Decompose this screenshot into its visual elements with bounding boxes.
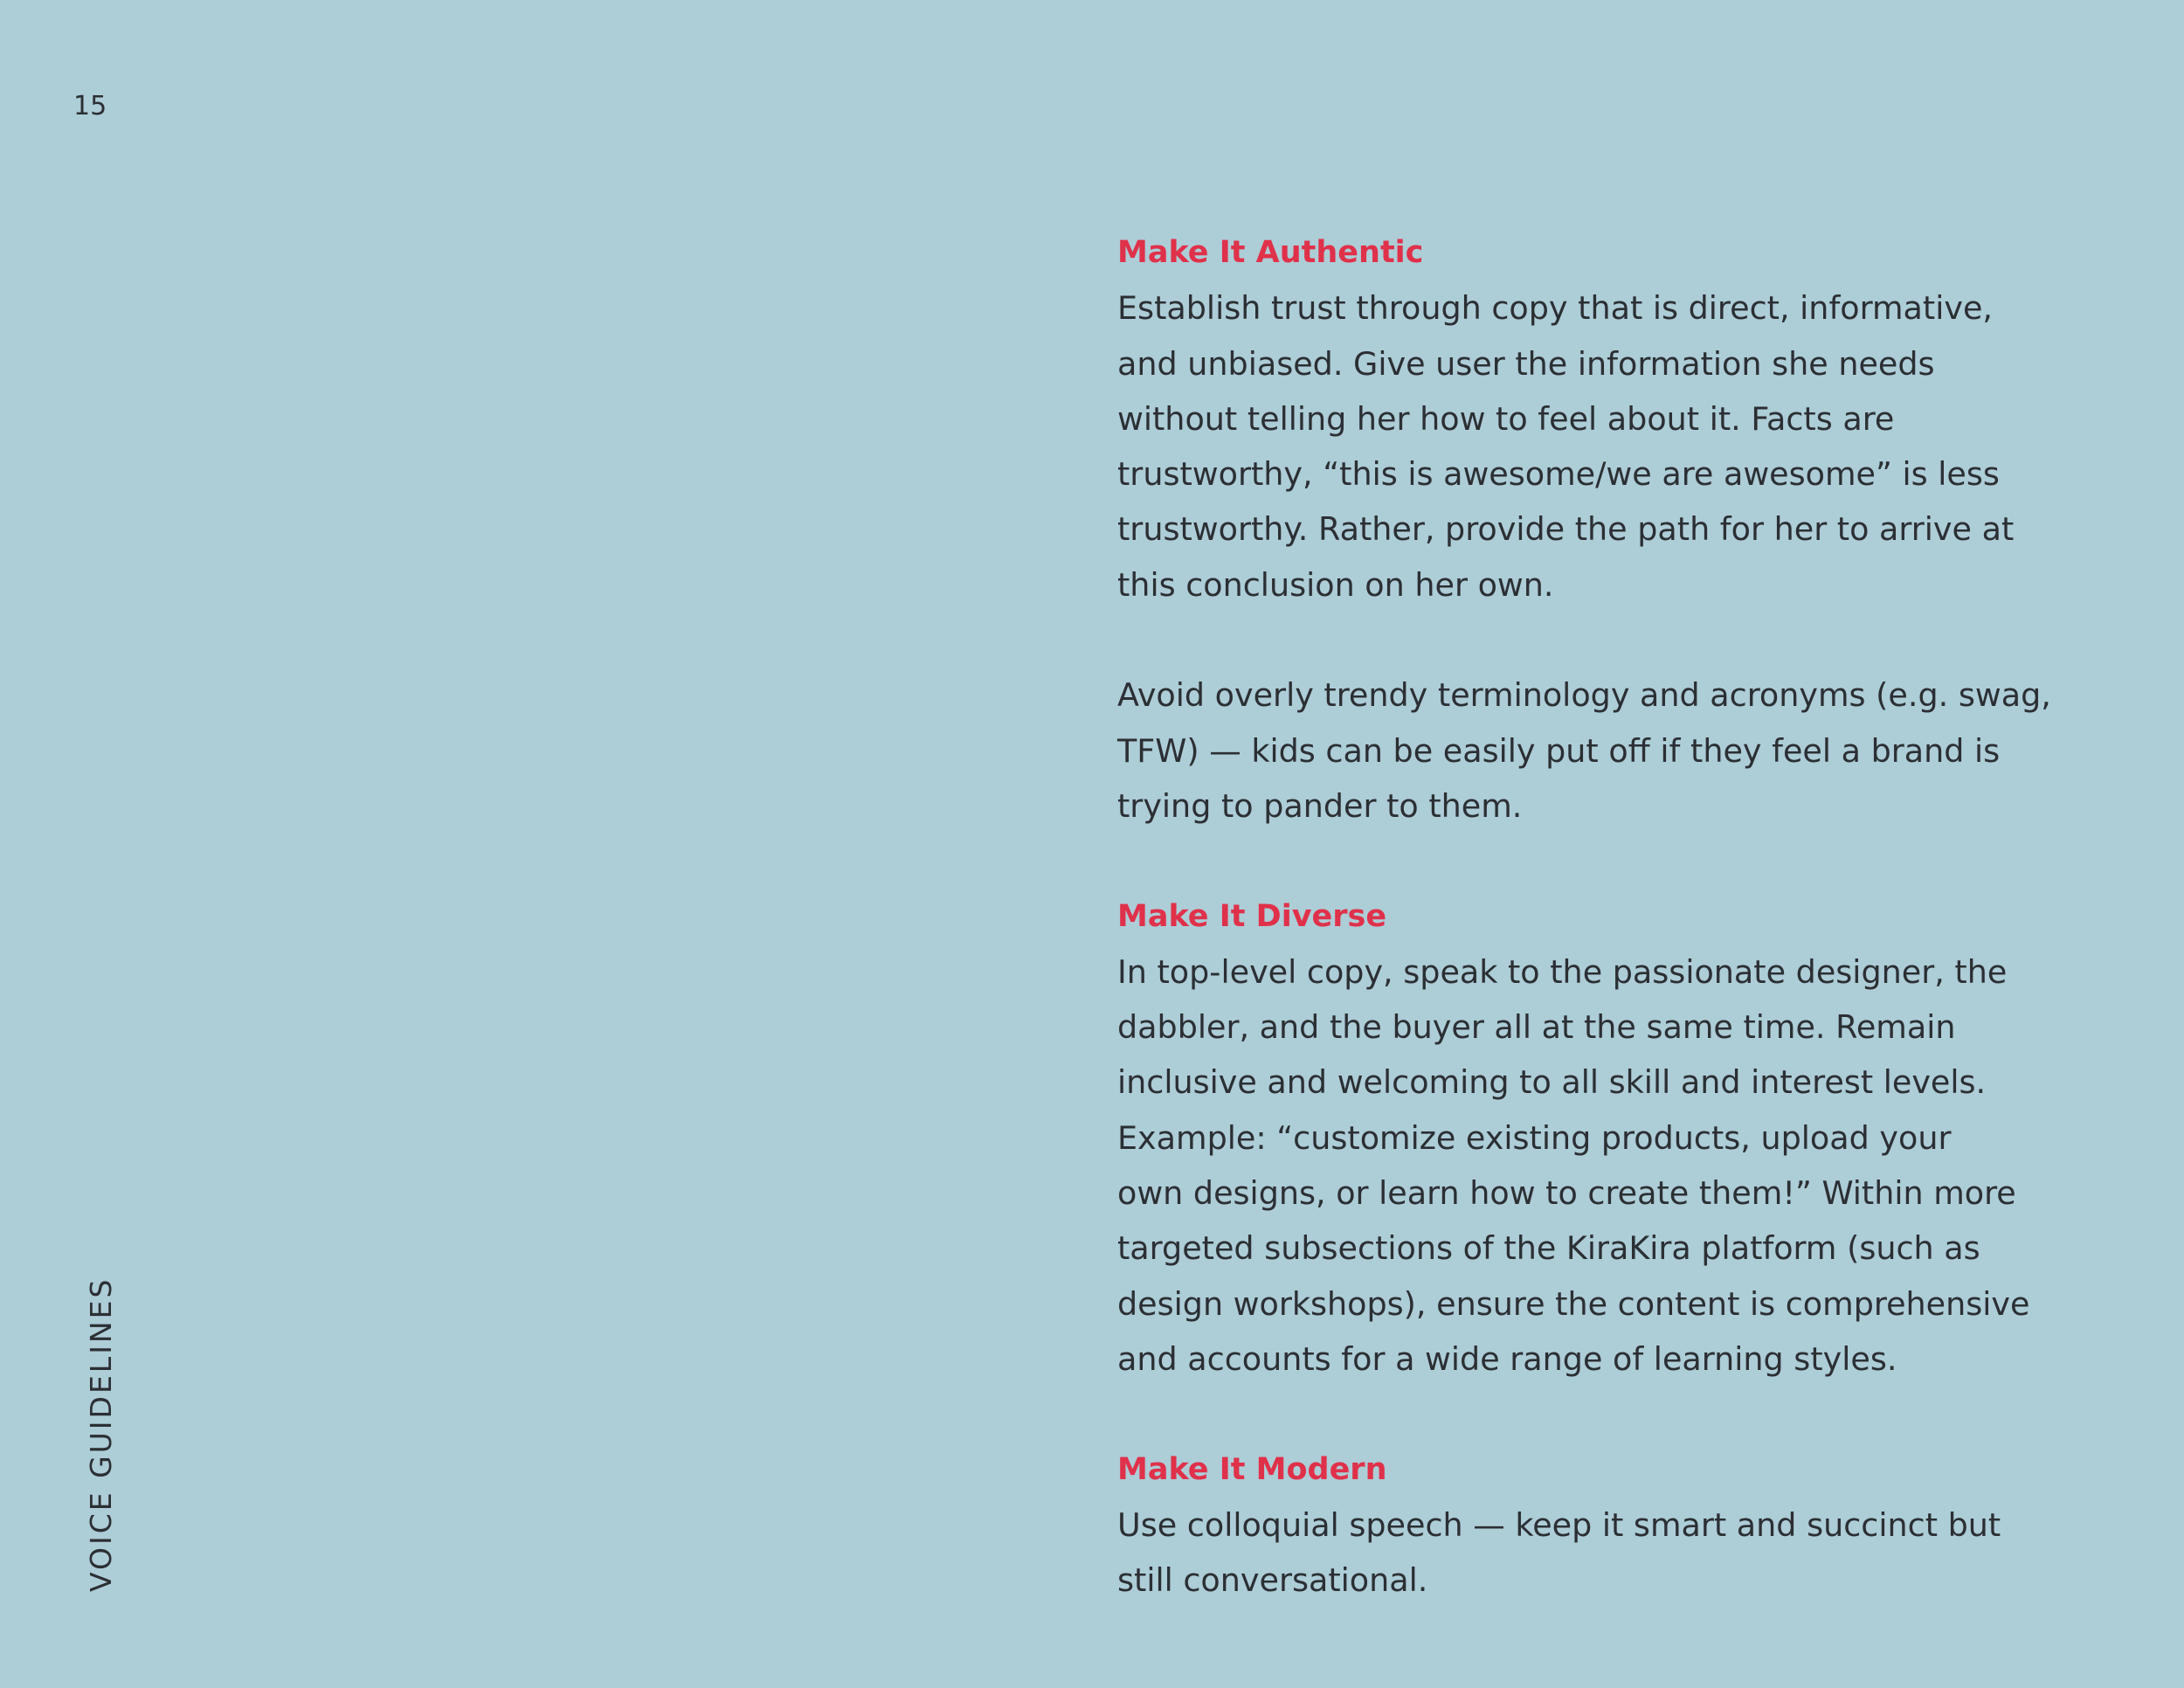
guidelines-content [1117, 225, 2051, 1608]
text-line: and unbiased. Give user the information she needs [1117, 344, 1935, 383]
paragraph [1117, 668, 2051, 834]
page-number: 15 [73, 91, 107, 121]
section-authentic [1117, 225, 2051, 834]
text-line: still conversational. [1117, 1561, 1428, 1600]
section-side-label: VOICE GUIDELINES [84, 1276, 118, 1592]
paragraph [1117, 944, 2030, 1387]
paragraph [1117, 280, 2015, 612]
paragraph [1117, 1498, 2001, 1608]
text-line: trustworthy. Rather, provide the path for her to arrive at [1117, 510, 2015, 549]
section-diverse [1117, 889, 2030, 1387]
text-line: without telling her how to feel about it. Facts are [1117, 399, 1895, 438]
text-line: TFW) — kids can be easily put off if they feel a brand is [1117, 731, 2001, 770]
text-line: own designs, or learn how to create them!” Within more [1117, 1174, 2016, 1213]
text-line: Avoid overly trendy terminology and acronyms (e.g. swag, [1117, 676, 2051, 715]
text-line: and accounts for a wide range of learning styles. [1117, 1339, 1897, 1378]
section-heading: Make It Authentic [1117, 235, 1424, 270]
section-heading: Make It Modern [1117, 1451, 1387, 1487]
section-modern [1117, 1442, 2001, 1608]
text-line: Example: “customize existing products, upload your [1117, 1118, 1952, 1157]
text-line: Establish trust through copy that is direct, informative, [1117, 289, 1994, 328]
text-line: inclusive and welcoming to all skill and interest levels. [1117, 1063, 1987, 1102]
text-line: targeted subsections of the KiraKira platform (such as [1117, 1229, 1980, 1268]
text-line: Use colloquial speech — keep it smart and succinct but [1117, 1505, 2001, 1544]
section-gap [1117, 834, 1973, 889]
text-line: dabbler, and the buyer all at the same time. Remain [1117, 1008, 1956, 1047]
text-line: trustworthy, “this is awesome/we are awesome” is less [1117, 455, 2000, 494]
text-line: this conclusion on her own. [1117, 565, 1554, 604]
section-heading: Make It Diverse [1117, 898, 1387, 934]
text-line: In top-level copy, speak to the passionate designer, the [1117, 952, 2008, 991]
text-line: trying to pander to them. [1117, 786, 1523, 825]
text-line: design workshops), ensure the content is comprehensive [1117, 1284, 2030, 1323]
section-gap [1117, 1387, 1973, 1442]
paragraph-gap [1117, 612, 1973, 668]
